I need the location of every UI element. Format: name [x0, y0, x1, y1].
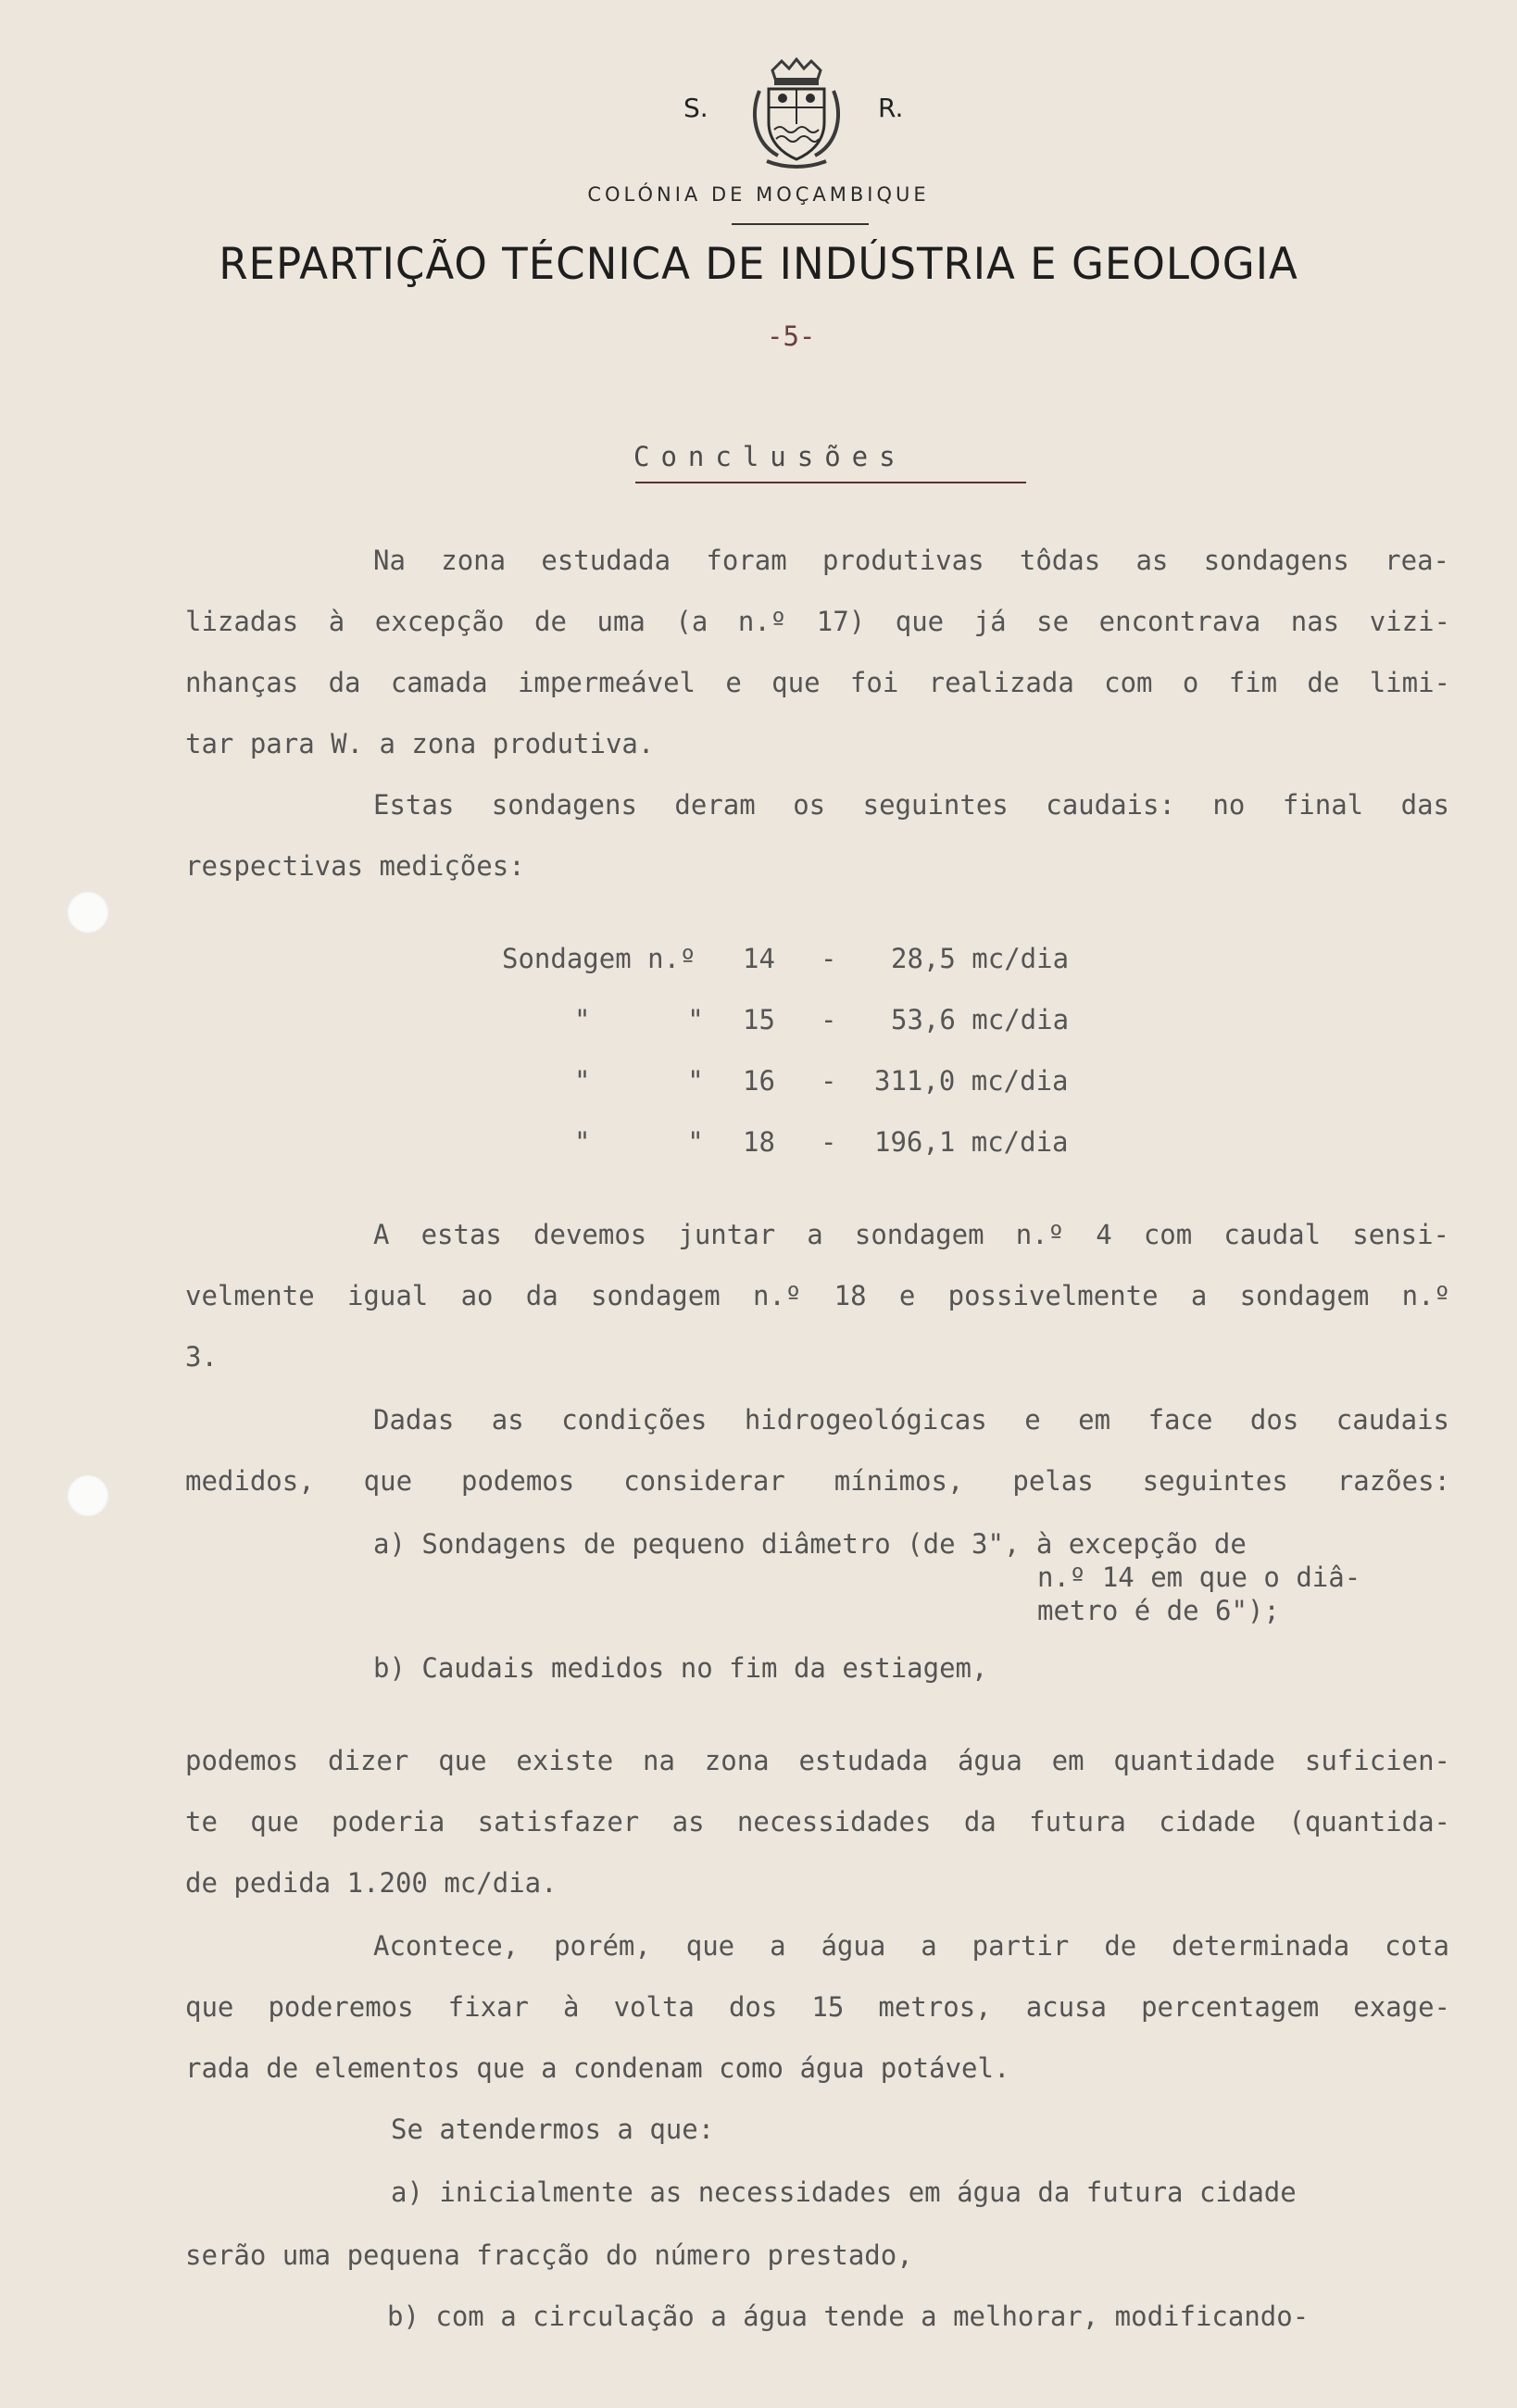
paragraph-line: Acontece, porém, que a água a partir de determinada cota: [373, 1930, 1449, 1962]
paragraph-line: tar para W. a zona produtiva.: [185, 728, 655, 759]
page-number: -5-: [767, 320, 816, 352]
colony-name: COLÓNIA DE MOÇAMBIQUE: [587, 183, 930, 206]
header-divider: [732, 223, 869, 225]
paragraph-line: Se atendermos a que:: [391, 2113, 715, 2145]
reason-b: b) Caudais medidos no fim da estiagem,: [373, 1652, 988, 1684]
paragraph-line: podemos dizer que existe na zona estudada água em quantidade suficien-: [185, 1745, 1450, 1776]
paragraph-line: A estas devemos juntar a sondagem n.º 4 com caudal sensi-: [373, 1219, 1449, 1250]
paragraph-line: 3.: [185, 1341, 218, 1373]
row-dash: -: [821, 943, 837, 974]
paragraph-line: que poderemos fixar à volta dos 15 metros, acusa percentagem exage-: [185, 1991, 1450, 2023]
row-value: 28,5 mc/dia: [891, 943, 1070, 974]
section-heading: Conclusões: [633, 441, 907, 472]
paragraph-line: medidos, que podemos considerar mínimos, pelas seguintes razões:: [185, 1465, 1450, 1497]
row-number: 16: [743, 1065, 775, 1097]
reason-a-continued: metro é de 6");: [1037, 1595, 1280, 1626]
row-dash: -: [821, 1004, 837, 1035]
paragraph-line: Na zona estudada foram produtivas tôdas as sondagens rea-: [373, 545, 1449, 576]
sr-right-letter: R.: [878, 93, 904, 123]
row-number: 14: [743, 943, 775, 974]
punch-hole: [67, 891, 109, 934]
row-label: " ": [574, 1004, 704, 1035]
list-item: b) com a circulação a água tende a melhorar, modificando-: [387, 2301, 1310, 2332]
row-label: " ": [574, 1065, 704, 1097]
paragraph-line: lizadas à excepção de uma (a n.º 17) que já se encontrava nas vizi-: [185, 606, 1450, 637]
department-title: REPARTIÇÃO TÉCNICA DE INDÚSTRIA E GEOLOGIA: [219, 239, 1298, 290]
row-label: Sondagem n.º: [502, 943, 696, 974]
paragraph-line: Dadas as condições hidrogeológicas e em face dos caudais: [373, 1404, 1449, 1436]
row-dash: -: [821, 1126, 837, 1158]
row-number: 15: [743, 1004, 775, 1035]
punch-hole: [67, 1474, 109, 1517]
list-item-continued: serão uma pequena fracção do número prestado,: [185, 2239, 913, 2271]
row-value: 53,6 mc/dia: [891, 1004, 1070, 1035]
row-value: 196,1 mc/dia: [874, 1126, 1069, 1158]
paragraph-line: velmente igual ao da sondagem n.º 18 e possivelmente a sondagem n.º: [185, 1280, 1450, 1311]
reason-a: a) Sondagens de pequeno diâmetro (de 3", à excepção de: [373, 1528, 1247, 1560]
paragraph-line: Estas sondagens deram os seguintes caudais: no final das: [373, 789, 1449, 821]
coat-of-arms-icon: [741, 57, 852, 169]
sr-left-letter: S.: [683, 93, 708, 123]
paragraph-line: rada de elementos que a condenam como água potável.: [185, 2052, 1010, 2084]
paragraph-line: de pedida 1.200 mc/dia.: [185, 1867, 558, 1899]
row-number: 18: [743, 1126, 775, 1158]
paragraph-line: te que poderia satisfazer as necessidades da futura cidade (quantida-: [185, 1806, 1450, 1837]
heading-underline: [635, 482, 1026, 483]
paragraph-line: nhanças da camada impermeável e que foi realizada com o fim de limi-: [185, 667, 1450, 698]
row-dash: -: [821, 1065, 837, 1097]
reason-a-continued: n.º 14 em que o diâ-: [1037, 1561, 1361, 1593]
paragraph-line: respectivas medições:: [185, 850, 525, 882]
row-value: 311,0 mc/dia: [874, 1065, 1069, 1097]
row-label: " ": [574, 1126, 704, 1158]
list-item: a) inicialmente as necessidades em água da futura cidade: [391, 2176, 1297, 2208]
